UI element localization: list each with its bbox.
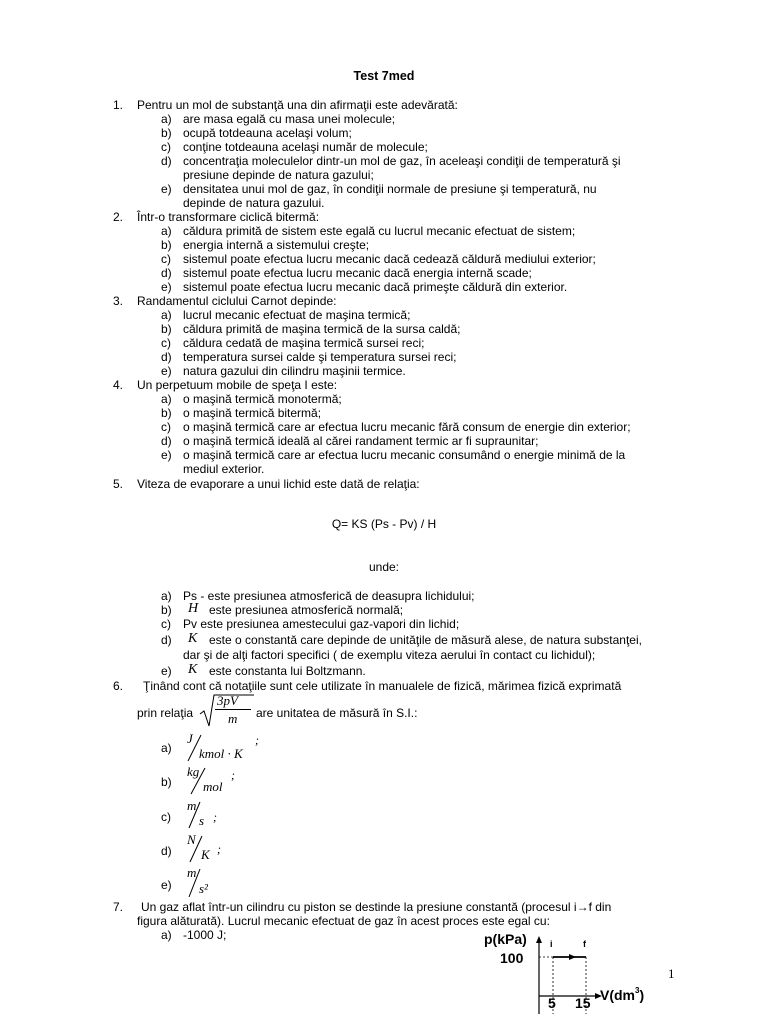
symbol-k: K [188, 631, 198, 646]
option-text: densitatea unui mol de gaz, în condiţii normale de presiune şi temperatură, nu [183, 182, 597, 196]
fraction-denominator: K [201, 847, 210, 862]
option-text: -1000 J; [183, 928, 227, 942]
x-axis-label [600, 986, 644, 1003]
option-letter: d) [161, 350, 172, 364]
option-letter: d) [161, 434, 172, 448]
question-text: Într-o transformare ciclică bitermă: [137, 210, 320, 224]
option-letter: d) [161, 633, 172, 647]
fraction-numerator: 3pV [217, 693, 238, 708]
option-letter: e) [161, 280, 172, 294]
option-letter: e) [161, 664, 172, 678]
fraction-denominator: s² [199, 881, 208, 896]
option-text: sistemul poate efectua lucru mecanic dacă primeşte căldură din exterior. [183, 280, 568, 294]
option-letter: e) [161, 364, 172, 378]
option-text: natura gazului din cilindru maşinii termice. [183, 364, 406, 378]
option-text: este presiunea atmosferică normală; [209, 603, 404, 617]
option-letter: a) [161, 392, 172, 406]
option-text: temperatura sursei calde şi temperatura sursei reci; [183, 350, 457, 364]
option-text: o maşină termică monotermă; [183, 392, 342, 406]
option-text: o maşină termică care ar efectua lucru mecanic fără consum de energie din exterior; [183, 420, 631, 434]
question-number: 4. [113, 378, 124, 392]
option-text: conţine totdeauna acelaşi număr de molecule; [183, 140, 428, 154]
option-text: ocupă totdeauna acelaşi volum; [183, 126, 352, 140]
option-letter: d) [161, 266, 172, 280]
formula-evaporation: Q= KS (Ps - Pv) / H [331, 517, 437, 531]
option-suffix: ; [255, 733, 259, 747]
option-letter: d) [161, 154, 172, 168]
question-text: Viteza de evaporare a unui lichid este dată de relaţia: [137, 477, 420, 491]
option-letter: b) [161, 775, 172, 789]
option-text: Ps - este presiunea atmosferică de deasupra lichidului; [183, 589, 475, 603]
option-text-continued: presiune depinde de natura gazului; [183, 168, 374, 182]
unit-kg-per-mol [185, 766, 245, 796]
fraction-denominator: mol [203, 779, 223, 794]
option-suffix: ; [231, 768, 235, 782]
question-text: Un perpetuum mobile de speţa I este: [137, 378, 338, 392]
option-letter: c) [161, 810, 171, 824]
option-letter: a) [161, 308, 172, 322]
unit-m-per-s [185, 800, 225, 830]
question-text-suffix: are unitatea de măsură în S.I.: [256, 706, 418, 720]
option-letter: b) [161, 322, 172, 336]
y-axis-label: p(kPa) [484, 931, 527, 947]
question-text: Randamentul ciclului Carnot depinde: [137, 294, 337, 308]
pv-diagram [478, 928, 658, 1018]
option-text: căldura primită de sistem este egală cu lucrul mecanic efectuat de sistem; [183, 224, 576, 238]
option-letter: a) [161, 224, 172, 238]
option-text: lucrul mecanic efectuat de maşina termică; [183, 308, 411, 322]
question-number: 2. [113, 210, 124, 224]
option-letter: e) [161, 878, 172, 892]
option-text: energia internă a sistemului creşte; [183, 238, 370, 252]
question-number: 1. [113, 98, 124, 112]
option-text: căldura cedată de maşina termică sursei reci; [183, 336, 425, 350]
question-number: 5. [113, 477, 124, 491]
fraction-numerator: kg [187, 764, 200, 779]
option-letter: d) [161, 844, 172, 858]
option-letter: e) [161, 182, 172, 196]
formula-3pv-over-m [215, 693, 253, 727]
option-letter: c) [161, 140, 171, 154]
unit-n-per-k [185, 834, 227, 864]
option-text: are masa egală cu masa unei molecule; [183, 112, 396, 126]
fraction-numerator: N [187, 832, 196, 847]
question-number: 7. [113, 900, 124, 914]
option-text: sistemul poate efectua lucru mecanic dacă energia internă scade; [183, 266, 532, 280]
page-number: 1 [668, 966, 675, 981]
option-letter: b) [161, 603, 172, 617]
y-tick-100: 100 [500, 950, 524, 966]
fraction-denominator: s [199, 813, 205, 828]
x-axis-label-end: ) [639, 987, 645, 1003]
question-text: Pentru un mol de substanţă una din afirmaţii este adevărată: [137, 98, 458, 112]
option-text: o maşină termică ideală al cărei randament termic ar fi supraunitar; [183, 434, 539, 448]
option-letter: c) [161, 617, 171, 631]
fraction-denominator: kmol · K [199, 746, 243, 761]
option-text: căldura primită de maşina termică de la sursa caldă; [183, 322, 461, 336]
option-letter: a) [161, 928, 172, 942]
y-axis-arrow-icon [536, 936, 542, 943]
fraction-numerator: J [187, 731, 193, 746]
question-text-continued: figura alăturată). Lucrul mecanic efectuat de gaz în acest proces este egal cu: [137, 914, 550, 928]
option-text-continued: depinde de natura gazului. [183, 196, 325, 210]
fraction-bar [215, 709, 251, 710]
fraction-numerator: m [187, 865, 197, 880]
question-number: 6. [113, 679, 124, 693]
fraction-numerator: m [187, 798, 197, 813]
option-letter: a) [161, 589, 172, 603]
option-letter: b) [161, 406, 172, 420]
option-letter: b) [161, 126, 172, 140]
option-text: o maşină termică care ar efectua lucru mecanic consumând o energie minimă de la [183, 448, 626, 462]
option-suffix: ; [217, 842, 221, 856]
option-letter: a) [161, 112, 172, 126]
option-text: Pv este presiunea amestecului gaz-vapori din lichid; [183, 617, 460, 631]
option-letter: c) [161, 252, 171, 266]
option-text: este o constantă care depinde de unităţile de măsură alese, de natura substanţei, [209, 633, 642, 647]
option-suffix: ; [213, 810, 217, 824]
option-text-continued: dar şi de alţi factori specifici ( de exemplu viteza aerului în contact cu lichidul); [183, 648, 596, 662]
x-tick-5: 5 [548, 995, 556, 1011]
option-text: concentraţia moleculelor dintr-un mol de gaz, în aceleaşi condiţii de temperatură şi [183, 154, 621, 168]
option-letter: c) [161, 336, 171, 350]
fraction-denominator: m [228, 711, 238, 726]
symbol-h: H [188, 601, 199, 616]
option-text-continued: mediul exterior. [183, 462, 265, 476]
question-number: 3. [113, 294, 124, 308]
option-letter: e) [161, 448, 172, 462]
unde-label: unde: [368, 560, 400, 574]
option-letter: a) [161, 741, 172, 755]
unit-j-per-kmol-k [185, 733, 265, 763]
option-text: este constanta lui Boltzmann. [209, 664, 366, 678]
symbol-k: K [188, 662, 198, 677]
point-i-label: i [550, 939, 553, 949]
point-f-label: f [583, 939, 586, 949]
question-text-prefix: prin relaţia [137, 706, 194, 720]
option-letter: c) [161, 420, 171, 434]
unit-m-per-s-squared [185, 867, 225, 899]
question-text: Un gaz aflat într-un cilindru cu piston se destinde la presiune constantă (procesul i→f din [141, 900, 612, 914]
x-axis-label-text: V(dm [600, 987, 635, 1003]
process-arrow-icon [569, 954, 576, 960]
x-tick-15: 15 [575, 995, 591, 1011]
test-title: Test 7med [353, 69, 415, 83]
option-text: sistemul poate efectua lucru mecanic dacă cedează căldură mediului exterior; [183, 252, 596, 266]
question-text: Ţinând cont că notaţiile sunt cele utilizate în manualele de fizică, mărimea fizică exprimată [143, 679, 622, 693]
option-letter: b) [161, 238, 172, 252]
option-text: o maşină termică bitermă; [183, 406, 322, 420]
x-axis-label-sup: 3 [635, 986, 640, 995]
